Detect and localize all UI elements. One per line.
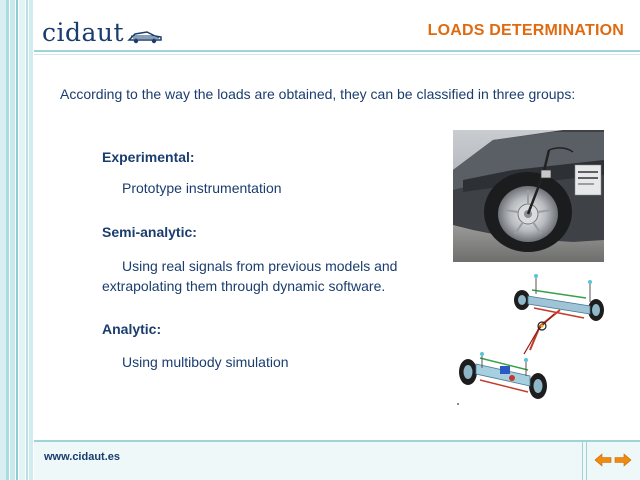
group-text-experimental <box>102 178 422 198</box>
group-title-experimental: Experimental: <box>102 149 195 165</box>
arrow-right-icon[interactable] <box>614 452 632 468</box>
footer-separator-left <box>582 442 583 480</box>
group-text-semi-analytic-line1: Using real signals from previous models and <box>122 258 398 274</box>
multibody-chassis-diagram <box>450 268 620 408</box>
header-divider-thin <box>34 54 640 55</box>
group-text-semi-analytic-line2: extrapolating them through dynamic software. <box>102 278 386 294</box>
car-logo-icon <box>127 28 163 44</box>
group-text-semi-analytic <box>102 256 422 296</box>
logo-text: cidaut <box>42 18 125 47</box>
instrumented-car-photo <box>453 130 604 262</box>
slide-title: LOADS DETERMINATION <box>427 22 624 39</box>
group-text-analytic-content: Using multibody simulation <box>122 354 289 370</box>
left-decorative-stripes <box>0 0 34 480</box>
footer-separator-right <box>586 442 587 480</box>
website-link[interactable]: www.cidaut.es <box>44 451 121 463</box>
header-divider <box>34 50 640 52</box>
rear-axle <box>514 274 604 321</box>
group-title-analytic: Analytic: <box>102 321 162 337</box>
group-text-experimental-content: Prototype instrumentation <box>122 180 282 196</box>
slide-header <box>0 0 640 50</box>
group-text-analytic <box>102 352 422 372</box>
footer-divider <box>34 440 640 442</box>
group-title-semi-analytic: Semi-analytic: <box>102 224 197 240</box>
intro-text: According to the way the loads are obtained, they can be classified in three groups: <box>60 86 576 102</box>
footer-band <box>34 440 640 480</box>
cidaut-logo <box>42 20 163 46</box>
front-axle <box>459 352 547 399</box>
arrow-left-icon[interactable] <box>594 452 612 468</box>
